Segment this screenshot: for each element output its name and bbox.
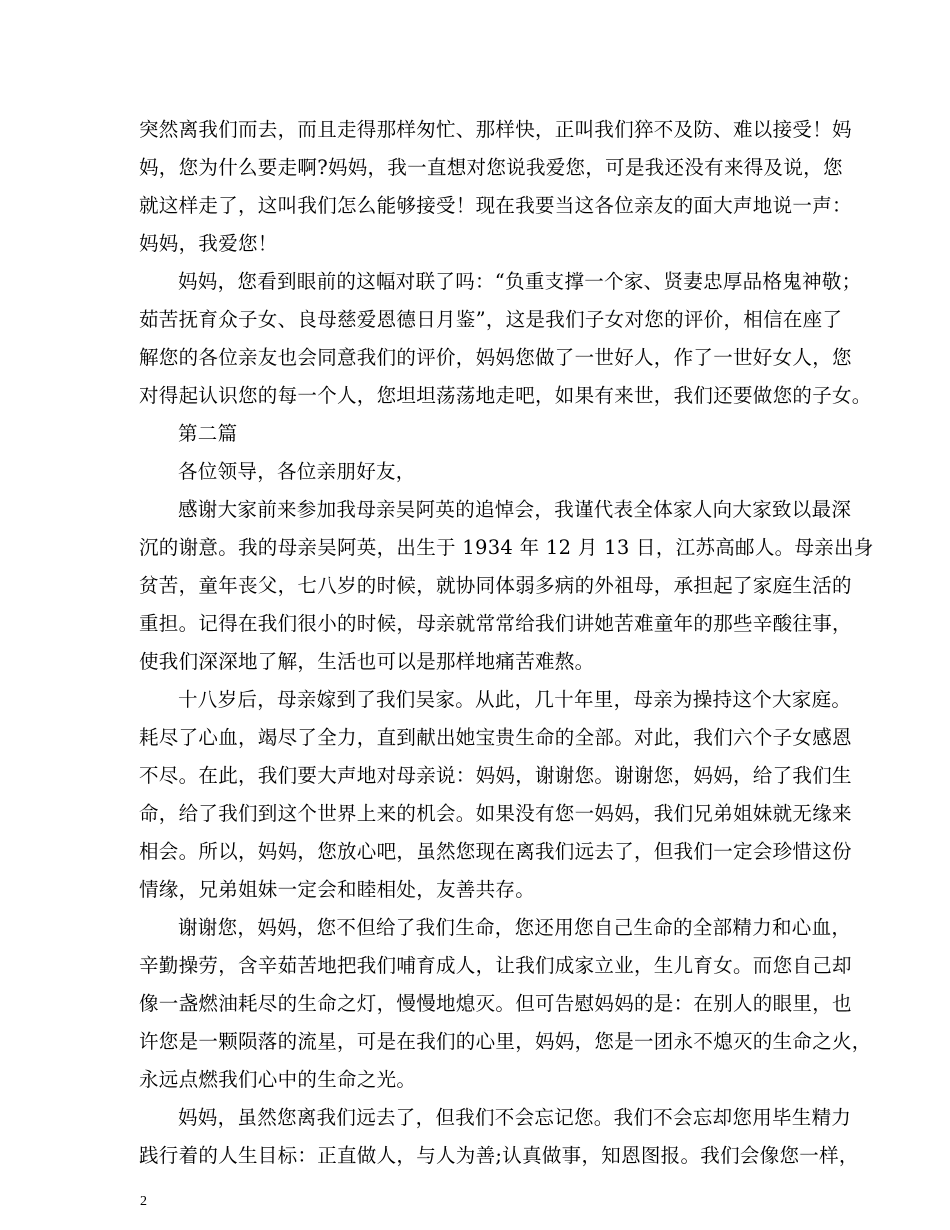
text-line: 妈，您为什么要走啊?妈妈，我一直想对您说我爱您，可是我还没有来得及说，您 [139,156,843,179]
text-line: 耗尽了心血，竭尽了全力，直到献出她宝贵生命的全部。对此，我们六个子女感恩 [139,726,852,749]
text-line: 使我们深深地了解，生活也可以是那样地痛苦难熬。 [139,650,595,673]
text-line: 辛勤操劳，含辛茹苦地把我们哺育成人，让我们成家立业，生儿育女。而您自己却 [139,954,852,977]
text-line: 相会。所以，妈妈，您放心吧，虽然您现在离我们远去了，但我们一定会珍惜这份 [139,840,852,863]
paragraph-start-line: 妈妈，虽然您离我们远去了，但我们不会忘记您。我们不会忘却您用毕生精力 [178,1106,852,1129]
text-line: 解您的各位亲友也会同意我们的评价，妈妈您做了一世好人，作了一世好女人，您 [139,346,852,369]
text-line: 永远点燃我们心中的生命之光。 [139,1068,417,1091]
text-line: 情缘，兄弟姐妹一定会和睦相处，友善共存。 [139,878,536,901]
text-line: 不尽。在此，我们要大声地对母亲说：妈妈，谢谢您。谢谢您，妈妈，给了我们生 [139,764,852,787]
section-heading: 第二篇 [178,422,238,445]
text-line: 命，给了我们到这个世界上来的机会。如果没有您一妈妈，我们兄弟姐妹就无缘来 [139,802,852,825]
page-number: 2 [140,1194,147,1209]
text-line: 对得起认识您的每一个人，您坦坦荡荡地走吧，如果有来世，我们还要做您的子女。 [139,384,872,407]
text-line: 突然离我们而去，而且走得那样匆忙、那样快，正叫我们猝不及防、难以接受！妈 [139,118,852,141]
text-line: 茹苦抚育众子女、良母慈爱恩德日月鉴”，这是我们子女对您的评价，相信在座了 [139,308,843,331]
paragraph-start-line: 感谢大家前来参加我母亲吴阿英的追悼会，我谨代表全体家人向大家致以最深 [178,498,852,521]
text-line: 重担。记得在我们很小的时候，母亲就常常给我们讲她苦难童年的那些辛酸往事， [139,612,852,635]
text-line: 践行着的人生目标：正直做人，与人为善;认真做事，知恩图报。我们会像您一样， [139,1144,859,1167]
text-line: 沉的谢意。我的母亲吴阿英，出生于 1934 年 12 月 13 日，江苏高邮人。母亲出身 [139,536,874,559]
text-line: 许您是一颗陨落的流星，可是在我们的心里，妈妈，您是一团永不熄灭的生命之火， [139,1030,872,1053]
text-line: 贫苦，童年丧父，七八岁的时候，就协同体弱多病的外祖母，承担起了家庭生活的 [139,574,852,597]
text-line: 就这样走了，这叫我们怎么能够接受！现在我要当这各位亲友的面大声地说一声： [139,194,852,217]
paragraph-start-line: 妈妈，您看到眼前的这幅对联了吗：“负重支撑一个家、贤妻忠厚品格鬼神敬； [178,270,862,293]
text-line: 妈妈，我爱您！ [139,232,278,255]
paragraph-start-line: 谢谢您，妈妈，您不但给了我们生命，您还用您自己生命的全部精力和心血， [178,916,852,939]
paragraph-start-line: 十八岁后，母亲嫁到了我们吴家。从此，几十年里，母亲为操持这个大家庭。 [178,688,852,711]
salutation: 各位领导，各位亲朋好友， [178,460,416,483]
text-line: 像一盏燃油耗尽的生命之灯，慢慢地熄灭。但可告慰妈妈的是：在别人的眼里，也 [139,992,852,1015]
